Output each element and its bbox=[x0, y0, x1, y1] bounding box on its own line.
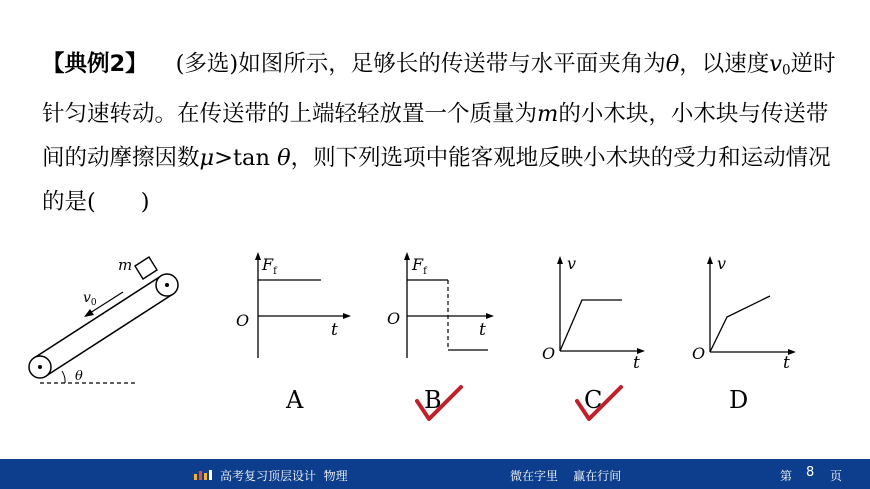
question-part-1: (多选)如图所示，足够长的传送带与水平面夹角为 bbox=[175, 51, 666, 77]
theta-symbol: θ bbox=[665, 51, 680, 77]
graph-d-axes bbox=[690, 250, 820, 375]
footer-slogan: 微在字里 赢在行间 bbox=[510, 469, 622, 483]
conveyor-figure bbox=[20, 250, 190, 390]
graph-b-x-arrow bbox=[486, 313, 494, 319]
graph-a-origin: O bbox=[236, 311, 250, 330]
graph-b-axes bbox=[375, 250, 505, 370]
graph-option-a bbox=[225, 250, 355, 420]
pulley-top-axle bbox=[165, 283, 169, 287]
belt-top bbox=[34, 276, 161, 358]
graph-c-axes bbox=[535, 250, 665, 375]
graph-option-d bbox=[690, 250, 820, 420]
graph-a-x-label: t bbox=[331, 320, 338, 340]
graph-c-option-letter: C bbox=[584, 386, 603, 414]
question-part-4: 的小木块，小木块与传送带间的动摩擦因数 bbox=[42, 101, 829, 172]
graph-c-y-label: v bbox=[567, 254, 577, 273]
mu-symbol: μ bbox=[199, 145, 215, 172]
graph-d-origin: O bbox=[692, 344, 706, 363]
graph-b-origin: O bbox=[387, 309, 401, 328]
footer-bar bbox=[0, 459, 870, 489]
graph-a-y-label bbox=[261, 255, 278, 277]
footer-page-prefix: 第 bbox=[780, 469, 793, 483]
pulley-bottom-axle bbox=[38, 365, 42, 369]
graph-a-x-arrow bbox=[343, 313, 351, 319]
speed-label bbox=[83, 290, 97, 308]
theta-symbol-2: θ bbox=[277, 145, 291, 172]
angle-label: θ bbox=[75, 369, 83, 384]
graph-option-c bbox=[535, 250, 665, 420]
publisher-logo-icon bbox=[193, 467, 213, 481]
graph-b-y-sub: f bbox=[423, 266, 427, 277]
footer-course-title: 高考复习顶层设计 物理 bbox=[220, 469, 348, 483]
footer-page-number: 8 bbox=[806, 465, 815, 480]
graph-b-y-letter: F bbox=[412, 255, 424, 274]
example-tag: 【典例2】 bbox=[42, 51, 148, 77]
v-symbol: v bbox=[769, 51, 782, 77]
graph-a-y-arrow bbox=[255, 252, 261, 260]
graph-d-y-arrow bbox=[707, 256, 713, 264]
graph-b-option-letter: B bbox=[424, 386, 442, 414]
graph-d-y-label: v bbox=[717, 254, 727, 273]
graph-c-x-label: t bbox=[633, 353, 640, 373]
graph-a-axes bbox=[225, 250, 355, 370]
graph-a-option-letter: A bbox=[286, 386, 304, 414]
graph-a-y-letter: F bbox=[262, 255, 274, 274]
graph-d-x-label: t bbox=[783, 353, 790, 373]
belt-bottom bbox=[46, 294, 173, 376]
wood-block bbox=[135, 257, 157, 279]
question-text bbox=[42, 42, 842, 224]
graph-option-b bbox=[375, 250, 505, 420]
graph-d-option-letter: D bbox=[729, 386, 749, 414]
angle-arc bbox=[62, 371, 65, 383]
graph-b-x-label: t bbox=[479, 320, 486, 340]
graph-a-y-sub: f bbox=[273, 266, 277, 277]
v-subscript: 0 bbox=[782, 62, 791, 79]
speed-subscript: 0 bbox=[90, 298, 97, 308]
graph-b-check-icon bbox=[415, 385, 465, 425]
graph-b-y-label bbox=[411, 255, 428, 277]
graph-c-check-icon bbox=[575, 385, 625, 425]
graph-c-origin: O bbox=[542, 344, 556, 363]
velocity-arrowhead bbox=[84, 309, 94, 317]
graph-c-curve bbox=[560, 300, 622, 351]
question-part-6: ，则下列选项中能客观地反映小木块的受力和运动情况的是( ) bbox=[42, 145, 831, 216]
footer-page-suffix: 页 bbox=[830, 469, 843, 483]
question-part-3: 逆时针匀速转动。在传送带的上端轻轻放置一个质量为 bbox=[42, 51, 836, 128]
block-label: m bbox=[118, 256, 133, 274]
graph-b-y-arrow bbox=[404, 252, 410, 260]
graph-c-y-arrow bbox=[557, 256, 563, 264]
m-symbol: m bbox=[537, 101, 559, 128]
question-part-2: ，以速度 bbox=[679, 51, 770, 77]
graph-d-curve bbox=[710, 296, 770, 352]
question-part-5: >tan bbox=[214, 145, 278, 172]
speed-letter: v bbox=[83, 290, 91, 306]
